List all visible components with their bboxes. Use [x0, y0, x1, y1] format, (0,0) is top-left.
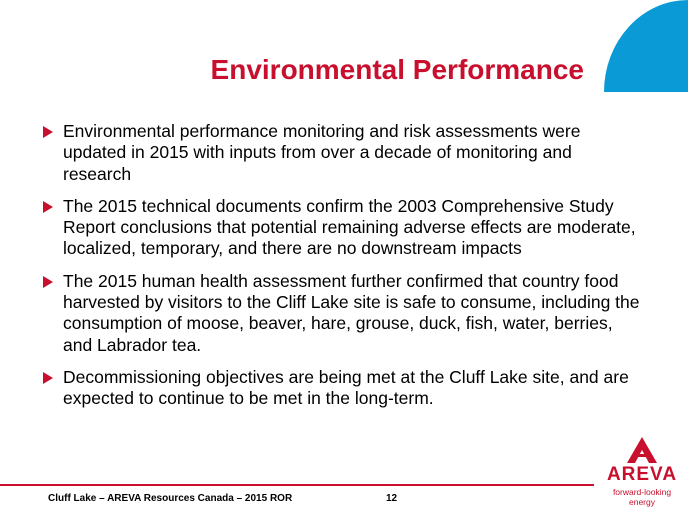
footer-text: Cluff Lake – AREVA Resources Canada – 2015 ROR	[48, 493, 293, 504]
slide-title: Environmental Performance	[210, 54, 584, 85]
triangle-bullet-icon	[43, 126, 53, 138]
corner-decoration	[604, 0, 688, 92]
bullet-text: The 2015 technical documents confirm the 2003 Comprehensive Study Report conclusions that potential remaining adverse effects are moderate, localized, temporary, and there are no downstream impacts	[63, 195, 636, 259]
triangle-bullet-icon	[43, 372, 53, 384]
logo-tagline: forward-looking energy	[612, 487, 672, 507]
areva-logo	[600, 437, 684, 507]
footer-divider	[0, 484, 594, 486]
bullet-list	[42, 121, 642, 421]
bullet-text: Environmental performance monitoring and risk assessments were updated in 2015 with inputs from over a decade of monitoring and research	[63, 121, 581, 184]
bullet-item	[42, 121, 642, 185]
bullet-text: Decommissioning objectives are being met at the Cluff Lake site, and are expected to continue to be met in the long-term.	[63, 366, 629, 409]
bullet-text: The 2015 human health assessment further confirmed that country food harvested by visitors to the Cliff Lake site is safe to consume, including the consumption of moose, beaver, hare, grouse, duck, fish, water, berries, and Labrador tea.	[63, 270, 640, 355]
areva-logo-icon	[627, 437, 657, 463]
bullet-item	[42, 271, 642, 356]
triangle-bullet-icon	[43, 201, 53, 213]
bullet-item	[42, 367, 642, 410]
bullet-item	[42, 196, 642, 260]
logo-wordmark: AREVA	[606, 464, 678, 485]
page-number: 12	[386, 493, 398, 504]
triangle-bullet-icon	[43, 276, 53, 288]
